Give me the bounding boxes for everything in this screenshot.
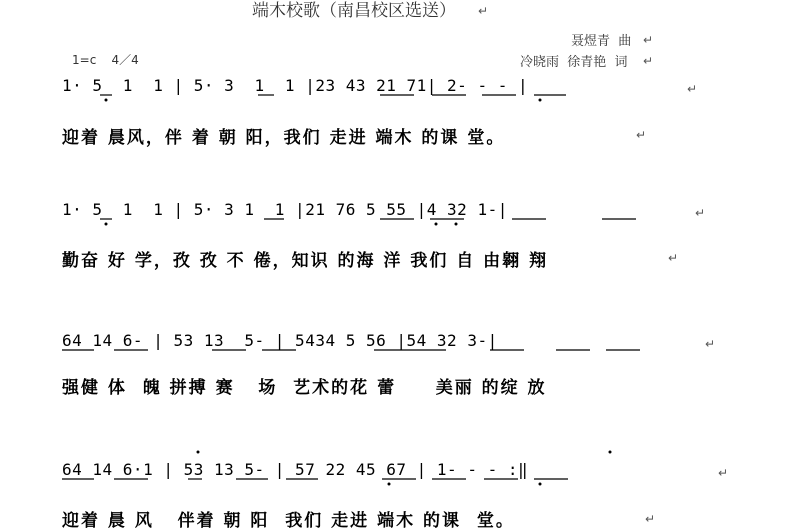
notation-line-1: 1· 5 1 1 | 5· 3 1 1 |23 43 21 71| 2- - - | [62,76,529,95]
notation-line-2: 1· 5 1 1 | 5· 3 1 1 |21 76 5 55 |4 32 1-| [62,200,508,219]
beam-underlines [62,95,640,479]
paragraph-mark: ↵ [705,337,716,351]
key-time-signature: 1=c 4／4 [72,53,139,67]
paragraph-mark: ↵ [687,82,698,96]
paragraph-mark: ↵ [478,4,489,18]
paragraph-mark: ↵ [695,206,706,220]
lyric-line-2: 勤奋 好 学，孜 孜 不 倦，知识 的海 洋 我们 自 由翱 翔 [62,251,549,271]
paragraph-mark: ↵ [643,33,654,47]
paragraph-mark: ↵ [643,54,654,68]
octave-dots [105,99,612,486]
notation-line-4: 64 14 6·1 | 53 13 5- | 57 22 45 67 | 1- - - :‖ [62,460,529,479]
paragraph-mark: ↵ [636,128,647,142]
paragraph-mark: ↵ [645,512,656,526]
notation-line-3: 64 14 6- | 53 13 5- | 5434 5 56 |54 32 3-| [62,331,498,350]
lyric-line-1: 迎着 晨风，伴 着 朝 阳，我们 走进 端木 的课 堂。 [62,128,506,148]
song-title: 端木校歌（南昌校区选送） [252,1,456,21]
paragraph-mark: ↵ [718,466,729,480]
lyric-line-4: 迎着 晨 风 伴着 朝 阳 我们 走进 端木 的课 堂。 [62,511,515,531]
lyricist-credit: 冷晓雨 徐青艳 词 [520,55,628,70]
lyric-line-3: 强健 体 魄 拼搏 赛 场 艺术的花 蕾 美丽 的绽 放 [62,378,547,398]
paragraph-mark: ↵ [668,251,679,265]
composer-credit: 聂煜青 曲 [571,34,632,49]
